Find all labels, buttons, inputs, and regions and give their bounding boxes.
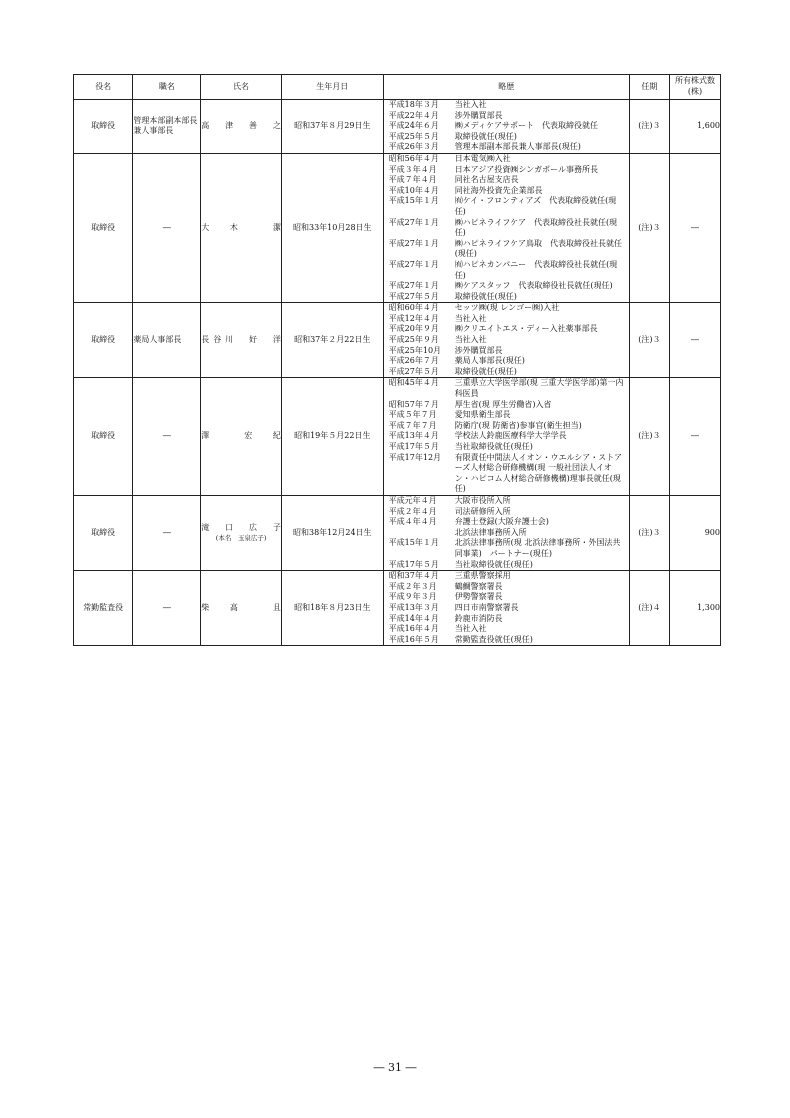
officer-birth: 昭和37年８月29日生 [281, 100, 383, 154]
header-shares [670, 75, 721, 100]
officer-shares: 1,300 [670, 571, 721, 646]
history-date: 平成13年３月 [388, 602, 439, 612]
officer-position: ― [133, 495, 201, 570]
officer-row [74, 100, 721, 154]
history-date: 平成７年７月 [388, 420, 437, 430]
history-entry [384, 507, 629, 518]
officer-history [383, 153, 629, 302]
officer-history [383, 303, 629, 378]
officer-name-cell [201, 495, 282, 570]
history-entry [384, 431, 629, 442]
history-date: 平成14年４月 [388, 613, 439, 623]
history-text: 同社海外投資先企業部長 [454, 185, 543, 195]
history-text: 北浜法律事務所(現 北浜法律事務所・外国法共同事業) パートナー(現任) [454, 538, 621, 558]
officer-history [383, 571, 629, 646]
header-history: 略歴 [383, 75, 629, 100]
history-text: 司法研修所入所 [454, 506, 511, 516]
officer-name: 大 木 潔 [201, 222, 281, 232]
history-date: 平成13年４月 [388, 431, 439, 441]
history-date: 平成27年１月 [388, 281, 439, 291]
history-entry [384, 111, 629, 122]
officer-role: 常勤監査役 [74, 571, 133, 646]
officer-term: (注)４ [629, 571, 669, 646]
history-entry [384, 496, 629, 507]
history-entry [384, 260, 629, 281]
history-date: 昭和56年４月 [388, 153, 439, 163]
officer-birth: 昭和19年５月22日生 [281, 378, 383, 496]
history-date: 平成27年５月 [388, 366, 439, 376]
history-entry [384, 624, 629, 635]
history-text: 渉外購買部長 [454, 110, 503, 120]
history-entry [384, 560, 629, 571]
history-date: 平成元年４月 [388, 495, 437, 505]
history-text: 三重県立大学医学部(現 三重大学医学部)第一内科医員 [454, 378, 624, 399]
header-role: 役名 [74, 75, 133, 100]
officer-name: 滝 口 広 子 [201, 523, 281, 533]
officer-role: 取締役 [74, 100, 133, 154]
history-date: 平成17年５月 [388, 442, 439, 451]
history-text: 三重県警察採用 [454, 571, 511, 581]
history-entry [384, 538, 629, 559]
history-entry [384, 314, 629, 325]
history-text: 伊勢警察署長 [454, 592, 503, 602]
history-date: 平成10年４月 [388, 185, 439, 195]
history-entry [384, 154, 629, 165]
history-entry [384, 571, 629, 582]
history-date: 平成18年３月 [388, 100, 439, 109]
history-text: 管理本部副本部長兼人事部長(現任) [454, 142, 581, 152]
officer-shares: ― [670, 153, 721, 302]
officer-history [383, 100, 629, 154]
history-date: 昭和60年４月 [388, 303, 439, 313]
history-entry [384, 592, 629, 603]
history-text: 大阪市役所入所 [454, 495, 511, 505]
officer-shares: 1,600 [670, 100, 721, 154]
officer-position: ― [133, 378, 201, 496]
history-date: 平成15年１月 [388, 538, 439, 548]
history-entry [384, 346, 629, 357]
history-entry [384, 614, 629, 625]
history-date: 平成22年４月 [388, 110, 439, 120]
officer-shares: ― [670, 303, 721, 378]
history-text: 取締役就任(現任) [454, 131, 517, 141]
history-date: 平成16年４月 [388, 624, 439, 634]
history-date: 平成９年３月 [388, 592, 437, 602]
history-text: ㈲ハピネカンパニー 代表取締役社長就任(現任) [454, 259, 618, 280]
history-text: 取締役就任(現任) [454, 291, 517, 301]
officer-birth: 昭和37年２月22日生 [281, 303, 383, 378]
header-term: 任期 [629, 75, 669, 100]
officer-term: (注)３ [629, 378, 669, 496]
officer-name-cell [201, 303, 282, 378]
history-date: 平成15年１月 [388, 196, 439, 206]
officer-name: 高 津 善 之 [201, 121, 281, 131]
history-text: ㈲ケイ・フロンティアズ 代表取締役就任(現任) [454, 196, 617, 216]
history-text: 有限責任中間法人イオン・ウエルシア・ストアーズ人材総合研修機構(現 一般社団法人イオン・ハピコム人材総合研修機構)理事長就任(現任) [454, 452, 623, 494]
history-text: セッツ㈱(現 レンゴー㈱)入社 [454, 303, 560, 313]
history-entry [384, 175, 629, 186]
history-date: 平成27年１月 [388, 217, 439, 227]
officer-name-cell [201, 378, 282, 496]
officer-row [74, 378, 721, 496]
history-entry [384, 410, 629, 421]
history-date: 平成４年４月 [388, 517, 437, 527]
history-entry [384, 100, 629, 111]
history-text: 弁護士登録(大阪弁護士会) 北浜法律事務所入所 [454, 517, 549, 537]
history-entry [384, 442, 629, 453]
history-text: 四日市南警察署長 [454, 602, 519, 612]
history-text: 渉外購買部長 [454, 345, 503, 355]
history-entry [384, 239, 629, 260]
history-entry [384, 603, 629, 614]
header-shares-line1: 所有株式数 [675, 76, 716, 86]
page-number: ― 31 ― [373, 1061, 417, 1074]
officer-birth: 昭和38年12月24日生 [281, 495, 383, 570]
officer-term: (注)３ [629, 495, 669, 570]
history-entry [384, 303, 629, 314]
history-text: 当社入社 [454, 624, 487, 634]
history-text: 常勤監査役就任(現任) [454, 634, 533, 644]
officer-name: 澤 宏 紀 [201, 431, 281, 441]
header-position: 職名 [133, 75, 201, 100]
history-entry [384, 356, 629, 367]
history-entry [384, 324, 629, 335]
history-entry [384, 378, 629, 399]
history-text: 薬局人事部長(現任) [454, 356, 525, 366]
officer-shares: ― [670, 378, 721, 496]
history-date: 平成５年７月 [388, 410, 437, 420]
officer-name: 柴 高 且 [201, 602, 281, 612]
history-text: 日本アジア投資㈱シンガポール事務所長 [454, 164, 599, 174]
history-text: ㈱ハピネライフケア 代表取締役社長就任(現任) [454, 217, 618, 238]
history-text: 当社取締役就任(現任) [454, 559, 533, 569]
history-entry [384, 517, 629, 538]
history-date: 平成27年５月 [388, 291, 439, 301]
history-text: 日本電気㈱入社 [454, 153, 511, 163]
header-birth: 生年月日 [281, 75, 383, 100]
history-date: 昭和57年７月 [388, 399, 439, 409]
officer-term: (注)３ [629, 303, 669, 378]
history-entry [384, 121, 629, 132]
history-date: 平成20年９月 [388, 324, 439, 334]
officer-name-cell [201, 100, 282, 154]
history-entry [384, 142, 629, 153]
officer-alias: (本名 玉泉広子) [215, 533, 267, 542]
officer-role: 取締役 [74, 495, 133, 570]
history-entry [384, 335, 629, 346]
history-date: 平成27年１月 [388, 238, 439, 248]
officer-row [74, 153, 721, 302]
history-entry [384, 421, 629, 432]
history-entry [384, 186, 629, 197]
history-text: ㈱クリエイトエス・ディー入社薬事部長 [454, 324, 598, 334]
officer-term: (注)３ [629, 153, 669, 302]
officer-position: ― [133, 571, 201, 646]
history-date: 平成17年12月 [388, 452, 442, 462]
header-shares-line2: (株) [687, 87, 703, 96]
history-date: 平成７年４月 [388, 175, 437, 185]
officer-name-cell [201, 571, 282, 646]
history-entry [384, 218, 629, 239]
officer-history [383, 495, 629, 570]
officers-table [73, 74, 721, 646]
history-text: 鈴鹿市消防長 [454, 613, 503, 623]
history-text: 当社入社 [454, 313, 487, 323]
header-row [74, 75, 721, 100]
history-date: 平成25年５月 [388, 131, 439, 141]
history-date: 平成３年４月 [388, 164, 437, 174]
officer-birth: 昭和33年10月28日生 [281, 153, 383, 302]
history-text: 愛知県衛生部長 [454, 410, 511, 420]
history-text: 学校法人鈴鹿医療科学大学学長 [454, 431, 567, 441]
history-date: 平成24年６月 [388, 121, 439, 131]
history-entry [384, 281, 629, 292]
header-name: 氏名 [201, 75, 282, 100]
officer-row [74, 495, 721, 570]
history-text: 当社入社 [454, 100, 487, 109]
history-entry [384, 165, 629, 176]
officer-position: 管理本部副本部長 兼人事部長 [133, 100, 201, 154]
history-date: 平成26年７月 [388, 356, 439, 366]
officer-row [74, 571, 721, 646]
officer-position: ― [133, 153, 201, 302]
officer-role: 取締役 [74, 303, 133, 378]
history-date: 平成26年３月 [388, 142, 439, 152]
history-text: 取締役就任(現任) [454, 366, 517, 376]
history-entry [384, 635, 629, 646]
history-date: 平成２年４月 [388, 506, 437, 516]
history-entry [384, 453, 629, 495]
history-entry [384, 367, 629, 378]
officer-term: (注)３ [629, 100, 669, 154]
history-date: 平成２年３月 [388, 581, 437, 591]
officer-row [74, 303, 721, 378]
officer-name: 長谷川 好 洋 [201, 335, 281, 345]
history-date: 平成25年９月 [388, 335, 439, 345]
history-date: 昭和37年４月 [388, 571, 439, 581]
history-entry [384, 132, 629, 143]
history-text: 当社取締役就任(現任) [454, 442, 533, 451]
officer-position: 薬局人事部長 [133, 303, 201, 378]
history-entry [384, 196, 629, 217]
officer-name-cell [201, 153, 282, 302]
history-text: ㈱メディケアサポート 代表取締役就任 [454, 121, 599, 131]
officer-role: 取締役 [74, 378, 133, 496]
officer-history [383, 378, 629, 496]
history-text: 防衛庁(現 防衛省)参事官(衛生担当) [454, 420, 582, 430]
officer-shares: 900 [670, 495, 721, 570]
history-text: 厚生省(現 厚生労働省)入省 [454, 399, 552, 409]
history-entry [384, 400, 629, 411]
history-text: 鶴鯛警察署長 [454, 581, 503, 591]
history-text: ㈱ケアスタッフ 代表取締役社長就任(現任) [454, 281, 613, 291]
history-date: 平成27年１月 [388, 259, 439, 269]
officer-birth: 昭和18年８月23日生 [281, 571, 383, 646]
history-date: 平成17年５月 [388, 559, 439, 569]
officer-role: 取締役 [74, 153, 133, 302]
history-date: 平成12年４月 [388, 313, 439, 323]
history-entry [384, 582, 629, 593]
history-text: ㈱ハピネライフケア鳥取 代表取締役社長就任(現任) [454, 238, 622, 259]
history-date: 平成16年５月 [388, 634, 439, 644]
history-date: 平成25年10月 [388, 345, 442, 355]
history-text: 同社名古屋支店長 [454, 175, 519, 185]
history-text: 当社入社 [454, 335, 487, 345]
history-date: 昭和45年４月 [388, 378, 439, 388]
history-entry [384, 292, 629, 303]
